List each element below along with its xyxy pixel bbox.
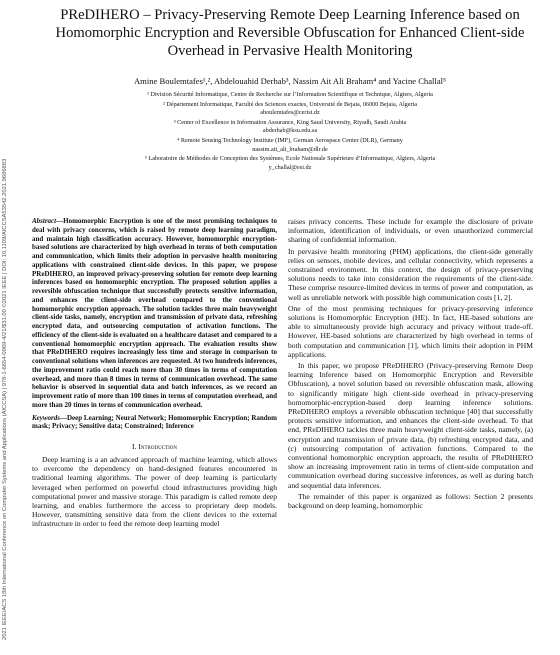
affiliation-4 [32, 137, 548, 154]
body-paragraph-3: One of the most promising techniques for privacy-preserving inference solutions is Homomorphic Encryption (HE). In fact, HE-based solutions are able to simultaneously provide high accuracy and privacy without trade-off. However, HE-based solutions are characterized by high overhead in terms of both computation and communication [1], which limits their adoption in PHM applications. [288, 303, 533, 359]
side-stamp-text: 2021 IEEE/ACS 18th International Conference on Computer Systems and Applications (AICCSA) | 978-1-6654-0969-4/21/$31.00 ©2021 IEEE | DOI: 10.1109/AICCSA53542.2021.9686883 [2, 158, 8, 640]
body-paragraph-2: In pervasive health monitoring (PHM) applications, the client-side generally relies on sensors, mobile devices, and cellular connectivity, which represents a constrained environment. In this context, the design of privacy-preserving solutions needs to take into consideration the requirements of the client-side. These comprise resource-limited devices in terms of power and computation, as well as unreliable network with possible high communication costs [1, 2]. [288, 246, 533, 302]
abstract [32, 217, 277, 410]
affiliation-1-name: ¹ Division Sécurité Informatique, Centre de Recherche sur l’Information Scientifique et Technique, Algiers, Algeria [147, 91, 433, 98]
body-paragraph-4: In this paper, we propose PReDIHERO (Privacy-preserving Remote Deep learning Inference based on Homomorphic Encryption and Reversible Obfuscation), a novel solution based on reversible obfuscation mask, allowing to significantly mitigate high client-side overhead in privacy-preserving homomorphic-encryption-based deep learning inference solutions. PReDIHERO employs a reversible obfuscation technique [40] that successfully protects sensitive information, and enhances the client-side overhead. To that end, PReDIHERO tackles three main heavyweight client-side tasks, namely, (a) encryption and transmission of private data, (b) refreshing encrypted data, and (c) outsourcing computation of activation functions. Compared to the conventional homomorphic encryption approach, the results of PReDIHERO show an increasing improvement ratio in terms of client-side computation and communication overhead during successive inferences, as well as during batch and sequential data inferences. [288, 361, 533, 490]
keywords-label: Keywords [32, 413, 60, 422]
left-column [32, 217, 277, 531]
abstract-label: Abstract [32, 217, 57, 225]
abstract-text: —Homomorphic Encryption is one of the most promising techniques to deal with privacy concerns, which is raised by remote deep learning paradigm, and maintain high classification accuracy. However, homomorphic encryption-based solutions are characterized by high overhead in terms of both computation and communication, which limits their adoption in pervasive health monitoring applications with constrained client-side devices. In this paper, we propose PReDIHERO, an improved privacy-preserving solution for remote deep learning inferences based on homomorphic encryption. The proposed solution applies a reversible obfuscation technique that successfully protects sensitive information, and enhances the client-side overhead compared to the conventional homomorphic encryption approach. The solution tackles three main heavyweight client-side tasks, namely, encryption and transmission of private data, refreshing encrypted data, and outsourcing computation of activation functions. The efficiency of the client-side is evaluated on a healthcare dataset and compared to a conventional homomorphic encryption approach. The evaluation results show that PReDIHERO requires increasingly less time and storage in comparison to conventional solutions when inferences are requested. At two hundreds inferences, the improvement ratio could reach more than 30 times in terms of computation overhead, and more than 8 times in terms of communication overhead. The same behavior is observed in sequential data and batch inferences, as we record an improvement ratio of more than 100 times in terms of computation overhead, and more than 20 times in terms of communication overhead. [32, 217, 277, 409]
affiliation-list [32, 91, 548, 172]
author-list: Amine Boulemtafes¹,², Abdelouahid Derhab³, Nassim Ait Ali Braham⁴ and Yacine Challal⁵ [133, 76, 447, 86]
affiliation-5-name: ⁵ Laboratoire de Méthodes de Conception des Systèmes, Ecole Nationale Supérieure d’Informatique, Algiers, Algeria [144, 155, 436, 163]
affiliation-2-name: ² Département Informatique, Faculté des Sciences exactes, Université de Bejaia, 06000 Bejaia, Algeria [162, 100, 418, 108]
affiliation-4-name: ⁴ Remote Sensing Technology Institute (IMF), German Aerospace Center (DLR), Germany [177, 136, 403, 144]
affiliation-4-email: nassim.ait_ali_braham@dlr.de [252, 145, 328, 153]
affiliation-5 [32, 155, 548, 172]
body-paragraph-1: raises privacy concerns. These include for example the disclosure of private information, identification of individuals, or even unauthorized commercial sharing of confidential information. [288, 217, 533, 245]
affiliation-3-name: ³ Center of Excellence in Information Assurance, King Saud University, Riyadh, Saudi Arabia [173, 118, 407, 126]
keywords-text: —Deep Learning; Neural Network; Homomorphic Encryption; Random mask; Privacy; Sensitive data; Constrained; Inference [32, 413, 277, 431]
body-paragraph-5: The remainder of this paper is organized as follows: Section 2 presents background on deep learning, homomorphic [288, 491, 533, 511]
side-copyright-stamp [1, 40, 13, 640]
affiliation-1 [32, 91, 548, 100]
affiliation-2 [32, 101, 548, 118]
paper-page [32, 6, 548, 529]
intro-paragraph-1: Deep learning is a an advanced approach of machine learning, which allows to overcome the dependency on hand-designed features encountered in traditional learning algorithms. The power of deep learning is particularly leveraged when performed on powerful cloud infrastructures providing high computational power and massive storage. This paradigm is called remote deep learning, and enables furthermore the access to proprietary deep models. However, transmitting sensitive data from the client devices to the external infrastructure in order to feed the remote deep learning model [32, 455, 277, 529]
right-column [288, 217, 533, 512]
section-heading-introduction: I. Introduction [132, 442, 177, 451]
affiliation-2-email: aboulemtafes@cerist.dz [260, 109, 320, 117]
affiliation-3-email: abderhab@ksu.edu.sa [262, 127, 318, 135]
affiliation-3 [32, 119, 548, 136]
paper-title: PReDIHERO – Privacy-Preserving Remote Deep Learning Inference based on Homomorphic Encryption and Reversible Obfuscation for Enhanced Client-side Overhead in Pervasive Health Monitoring [55, 7, 525, 59]
keywords [32, 414, 277, 432]
affiliation-5-email: y_challal@esi.dz [268, 163, 312, 171]
